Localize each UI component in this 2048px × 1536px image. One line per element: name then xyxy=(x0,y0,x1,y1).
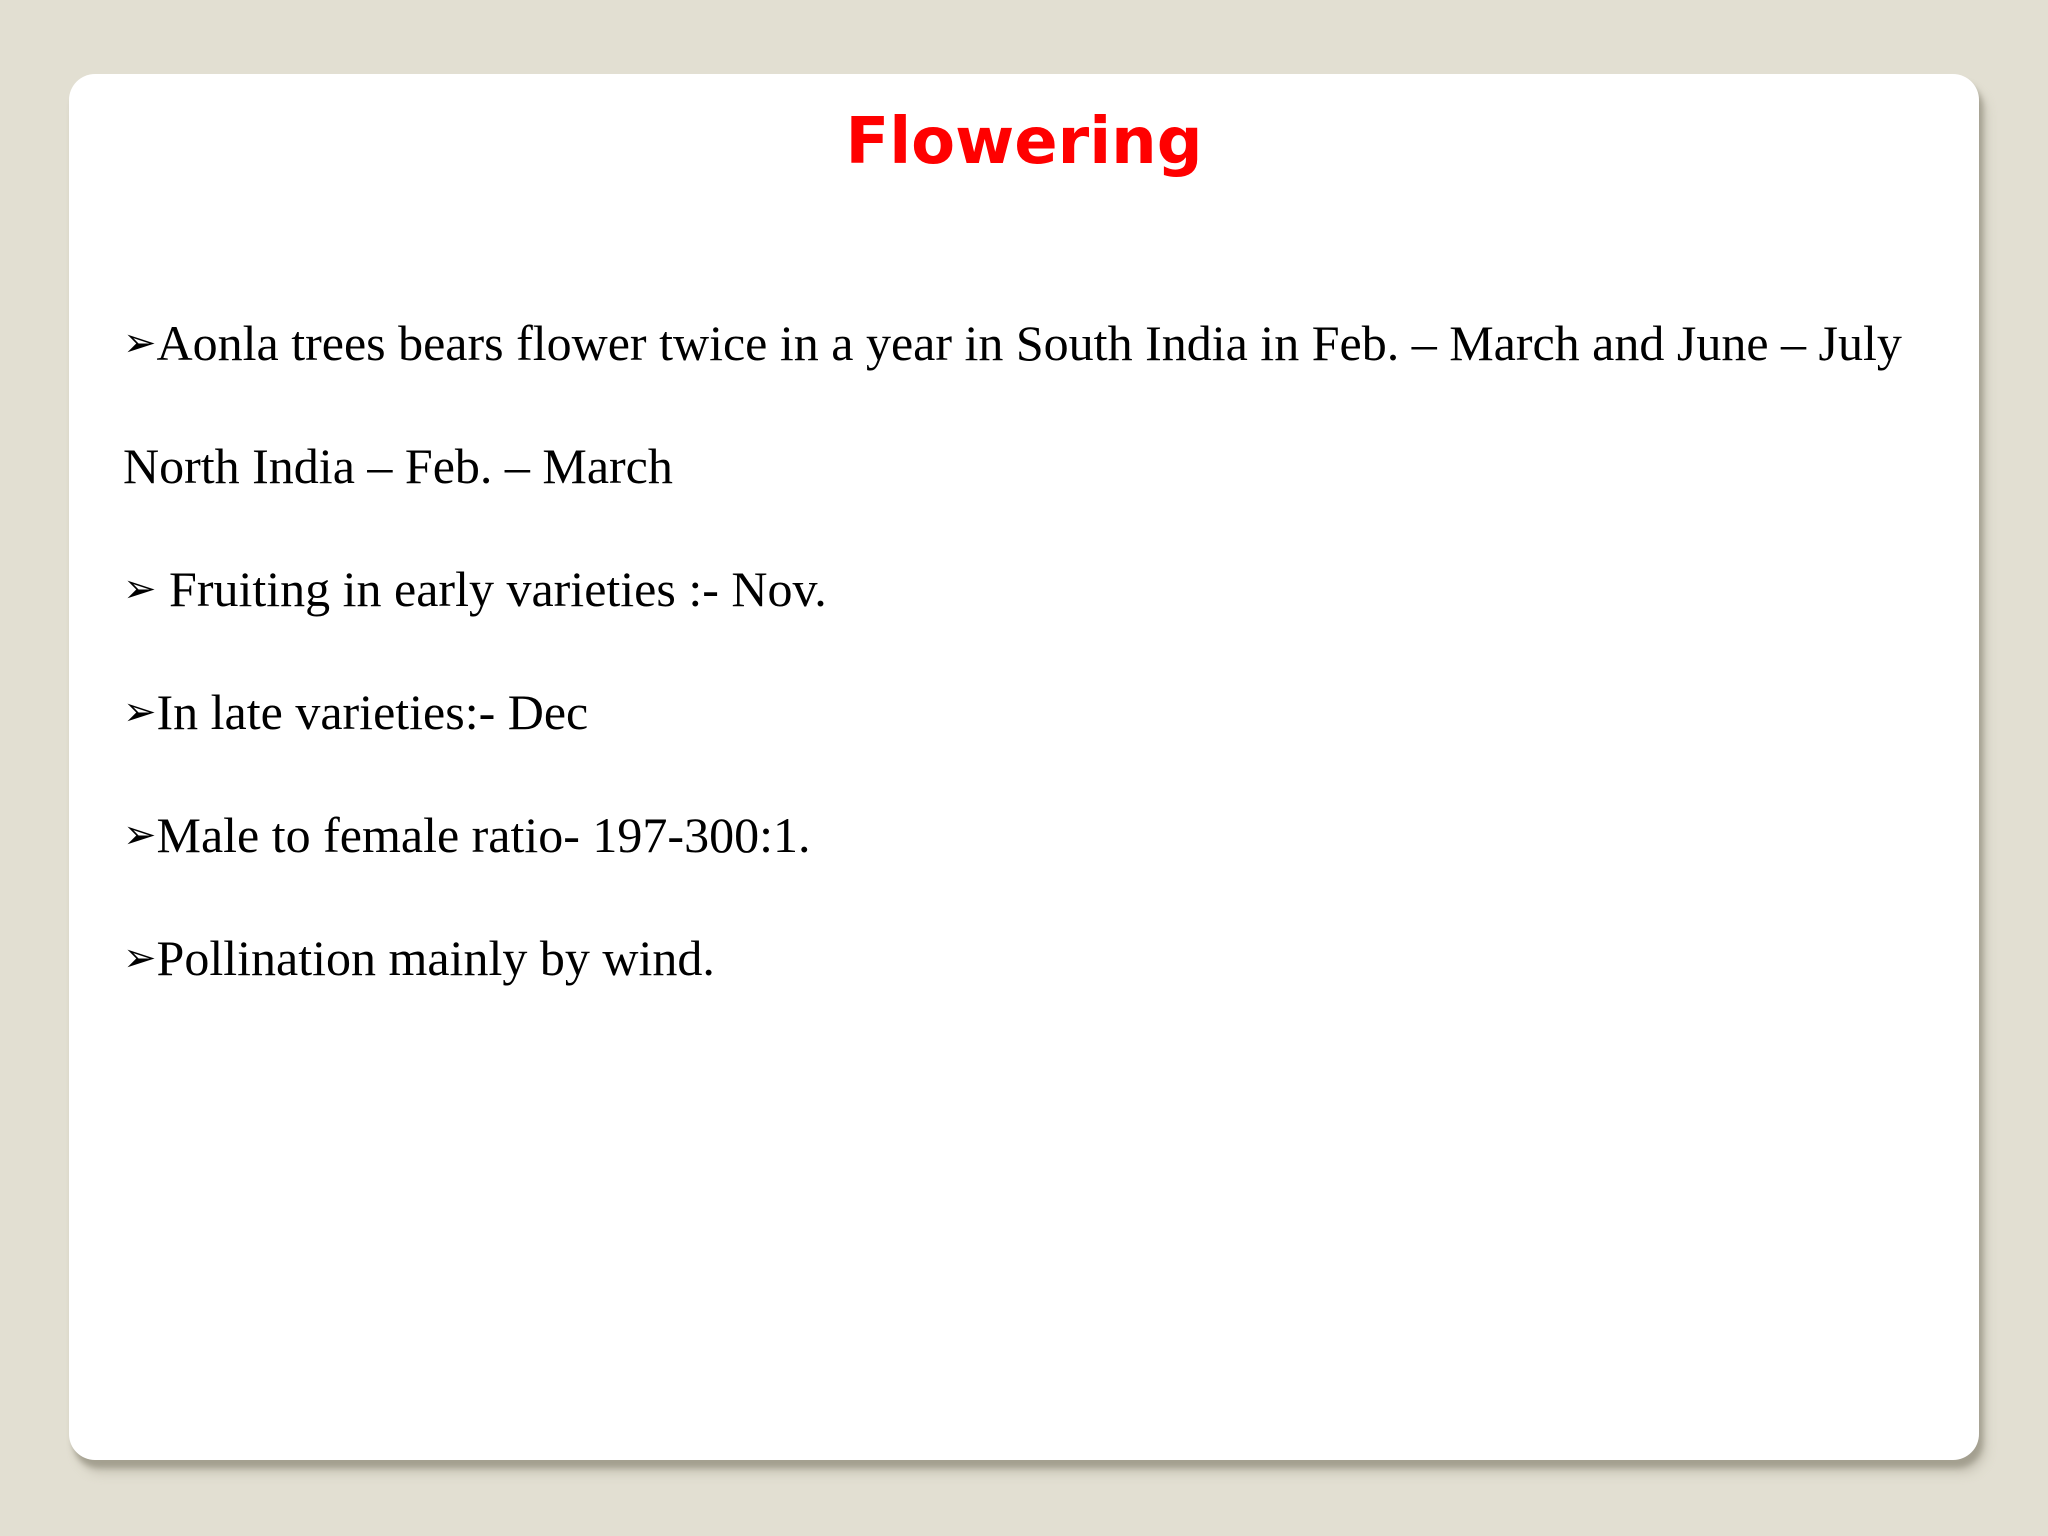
bullet-line xyxy=(123,930,715,993)
arrowhead-bullet-icon: ➢ xyxy=(123,689,157,735)
line-text: Fruiting in early varieties :- Nov. xyxy=(156,561,827,617)
slide-title: Flowering xyxy=(845,105,1203,179)
line-text: North India – Feb. – March xyxy=(123,438,673,494)
bullet-line xyxy=(123,315,1902,378)
arrowhead-bullet-icon: ➢ xyxy=(123,566,157,612)
slide-card xyxy=(69,74,1979,1460)
bullet-line xyxy=(123,684,589,747)
arrowhead-bullet-icon: ➢ xyxy=(123,935,157,981)
line-text: In late varieties:- Dec xyxy=(156,684,589,740)
bullet-line xyxy=(123,561,827,624)
arrowhead-bullet-icon: ➢ xyxy=(123,320,157,366)
line-text: Male to female ratio- 197-300:1. xyxy=(156,807,811,863)
continuation-line xyxy=(123,438,673,501)
line-text: Pollination mainly by wind. xyxy=(156,930,715,986)
bullet-line xyxy=(123,807,811,870)
line-text: Aonla trees bears flower twice in a year in South India in Feb. – March and June – July xyxy=(156,315,1902,371)
arrowhead-bullet-icon: ➢ xyxy=(123,812,157,858)
